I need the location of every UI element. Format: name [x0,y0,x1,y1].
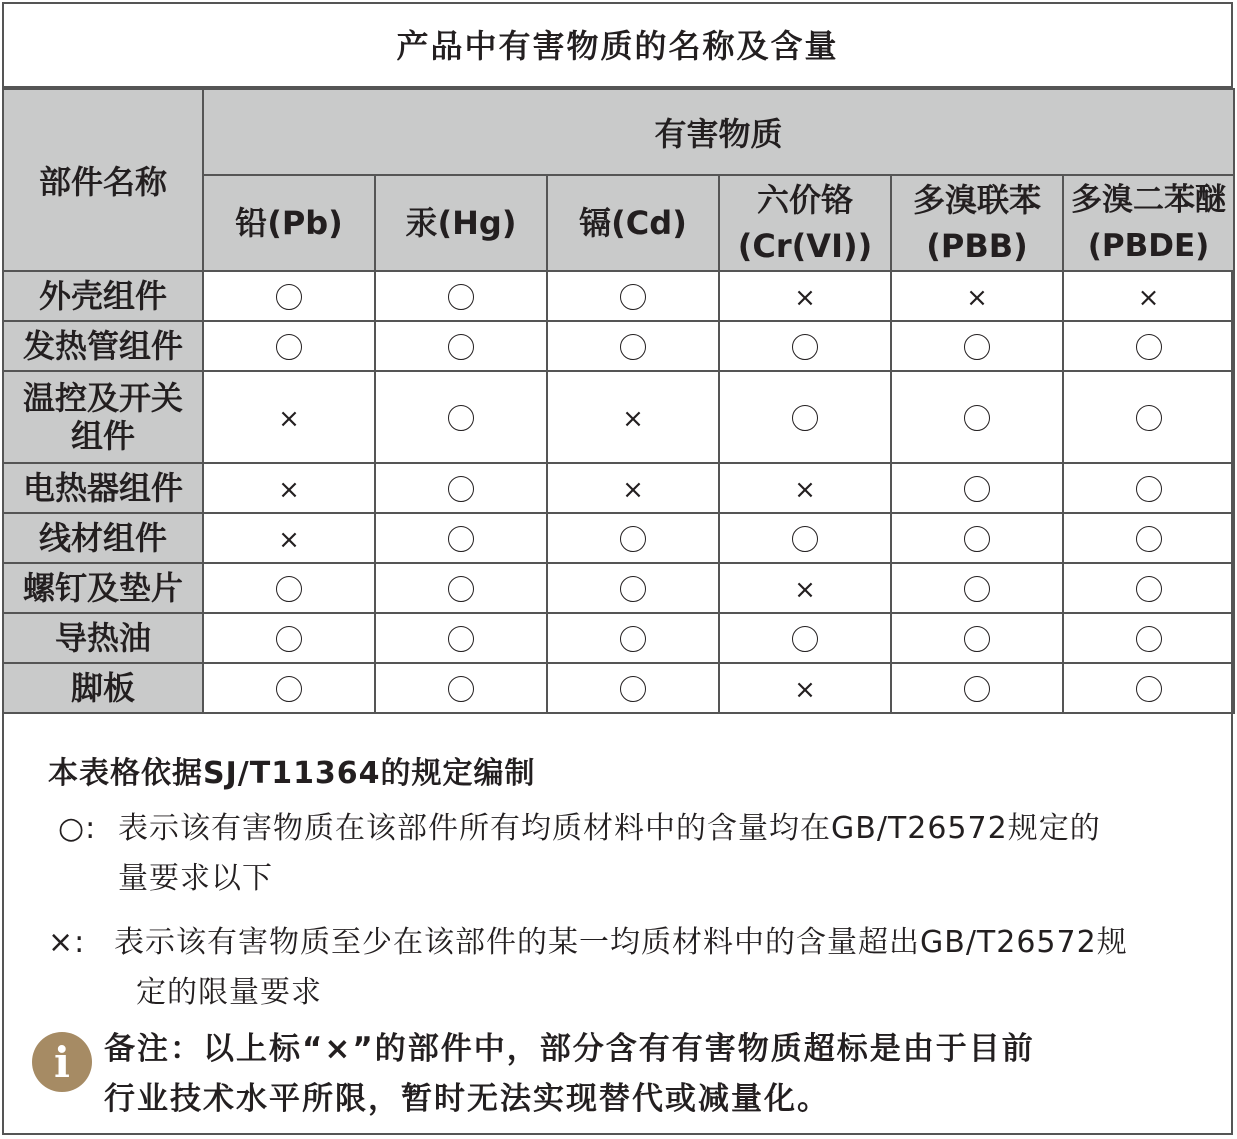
compliance-cell [1063,271,1234,321]
compliance-cell [547,321,719,371]
hazard-table [2,88,1235,714]
compliance-cell [375,371,547,463]
compliant-mark [964,626,990,652]
exceeds-mark: × [278,474,300,505]
exceeds-mark: × [794,574,816,605]
table-row [3,371,1234,463]
exceeds-mark: × [966,282,988,313]
header-substance: 镉(Cd) [547,175,719,271]
compliant-mark [448,476,474,502]
notes-section [2,712,1233,1135]
compliant-mark [620,526,646,552]
compliant-mark [276,334,302,360]
compliance-cell [891,663,1063,713]
compliance-cell [375,271,547,321]
compliance-cell [891,271,1063,321]
compliance-cell [203,371,375,463]
compliant-mark [1136,626,1162,652]
part-name-cell: 螺钉及垫片 [3,563,203,613]
compliant-mark [964,405,990,431]
compliance-cell [203,563,375,613]
compliance-cell [375,613,547,663]
legend-circle-text-cont: 量要求以下 [118,861,273,896]
exceeds-mark: × [794,282,816,313]
compliant-mark [964,476,990,502]
table-row [3,613,1234,663]
compliant-mark [276,676,302,702]
part-name-cell: 外壳组件 [3,271,203,321]
compliance-cell [1063,663,1234,713]
compliance-cell [203,463,375,513]
compliant-mark [792,334,818,360]
compliant-mark [964,576,990,602]
legend-circle [58,804,1101,904]
compliant-mark [276,576,302,602]
header-hazardous: 有害物质 [203,89,1234,175]
compliance-cell [547,563,719,613]
compliance-cell [719,663,891,713]
page-title: 产品中有害物质的名称及含量 [2,2,1233,88]
compliance-cell [1063,463,1234,513]
table-row [3,563,1234,613]
part-name-cell: 导热油 [3,613,203,663]
compliance-cell [1063,321,1234,371]
compliant-mark [448,676,474,702]
compliance-cell [203,271,375,321]
compliance-cell [891,371,1063,463]
compliant-mark [448,576,474,602]
exceeds-mark: × [278,524,300,555]
legend-circle-text: 表示该有害物质在该部件所有均质材料中的含量均在GB/T26572规定的 [118,811,1101,846]
compliant-mark [448,284,474,310]
compliance-cell [547,613,719,663]
table-basis: 本表格依据SJ/T11364的规定编制 [48,756,536,791]
compliant-mark [620,334,646,360]
compliant-mark [620,626,646,652]
header-substance: 多溴二苯醚 (PBDE) [1063,175,1234,271]
compliance-cell [719,613,891,663]
compliant-mark [620,284,646,310]
compliance-cell [1063,513,1234,563]
compliance-cell [547,371,719,463]
compliant-mark [1136,526,1162,552]
compliance-cell [375,563,547,613]
remark-line: 备注：以上标“×”的部件中，部分含有有害物质超标是由于目前 [104,1031,1035,1067]
compliance-cell [719,563,891,613]
compliant-mark [276,284,302,310]
compliance-cell [375,513,547,563]
exceeds-mark: × [1137,282,1160,313]
compliance-cell [891,613,1063,663]
table-row [3,271,1234,321]
part-name-cell: 线材组件 [3,513,203,563]
compliance-cell [547,663,719,713]
compliance-cell [719,371,891,463]
compliance-cell [375,663,547,713]
compliance-cell [203,321,375,371]
exceeds-mark: × [794,674,816,705]
compliance-cell [719,321,891,371]
remark-line: 行业技术水平所限，暂时无法实现替代或减量化。 [104,1081,830,1117]
compliant-mark [792,405,818,431]
part-name-cell: 温控及开关 组件 [3,371,203,463]
table-body [3,271,1234,713]
compliance-cell [891,563,1063,613]
legend-cross-text-cont: 定的限量要求 [136,975,322,1010]
compliance-cell [1063,563,1234,613]
compliance-cell [375,321,547,371]
compliant-mark [792,626,818,652]
compliance-cell [719,513,891,563]
compliant-mark [448,626,474,652]
compliance-cell [1063,613,1234,663]
compliance-cell [203,613,375,663]
compliance-cell [203,663,375,713]
compliant-mark [620,676,646,702]
table-row [3,663,1234,713]
part-name-cell: 发热管组件 [3,321,203,371]
compliant-mark [620,576,646,602]
compliant-mark [448,334,474,360]
table-row [3,463,1234,513]
header-substance: 铅(Pb) [203,175,375,271]
info-icon: i [32,1032,92,1092]
header-part-name: 部件名称 [3,89,203,271]
compliant-mark [1136,576,1162,602]
legend-cross [48,918,1128,1018]
header-substance: 多溴联苯 (PBB) [891,175,1063,271]
part-name-cell: 电热器组件 [3,463,203,513]
table-row [3,321,1234,371]
exceeds-mark: × [794,474,816,505]
compliance-cell [719,463,891,513]
legend-cross-text: 表示该有害物质至少在该部件的某一均质材料中的含量超出GB/T26572规 [114,925,1128,960]
legend-circle-symbol: ○: [58,811,97,846]
part-name-cell: 脚板 [3,663,203,713]
remark [104,1024,1035,1124]
compliance-cell [547,463,719,513]
compliance-cell [1063,371,1234,463]
compliance-cell [375,463,547,513]
compliance-cell [719,271,891,321]
compliance-cell [547,513,719,563]
compliant-mark [1136,676,1162,702]
compliant-mark [964,334,990,360]
header-substance: 六价铬 (Cr(VI)) [719,175,891,271]
compliant-mark [1136,476,1162,502]
compliant-mark [1136,334,1162,360]
legend-cross-symbol: ×: [48,925,86,960]
compliant-mark [964,676,990,702]
compliance-cell [891,463,1063,513]
compliant-mark [792,526,818,552]
compliance-cell [891,513,1063,563]
exceeds-mark: × [622,403,644,434]
compliance-cell [547,271,719,321]
compliance-cell [203,513,375,563]
compliant-mark [448,405,474,431]
exceeds-mark: × [622,474,644,505]
table-row [3,513,1234,563]
compliance-cell [891,321,1063,371]
exceeds-mark: × [278,403,300,434]
compliant-mark [448,526,474,552]
compliant-mark [1136,405,1162,431]
compliant-mark [964,526,990,552]
header-substance: 汞(Hg) [375,175,547,271]
compliant-mark [276,626,302,652]
